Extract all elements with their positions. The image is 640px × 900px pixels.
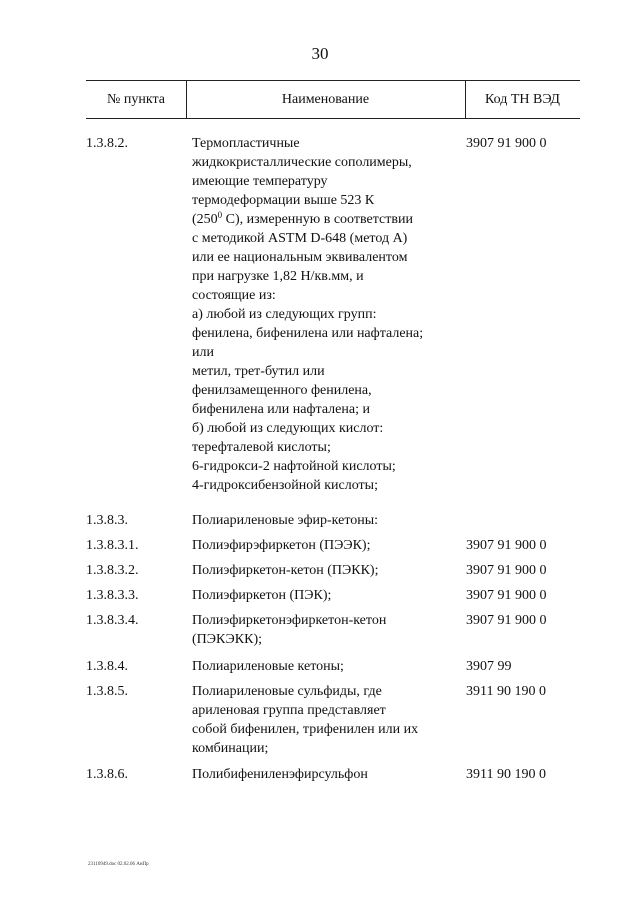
- item-number: 1.3.8.3.: [86, 513, 128, 528]
- item-name-line: при нагрузке 1,82 Н/кв.мм, и: [192, 269, 364, 284]
- item-name-line: собой бифенилен, трифенилен или их: [192, 722, 419, 737]
- item-code: 3907 91 900 0: [466, 588, 547, 603]
- item-name-line: ариленовая группа представляет: [192, 703, 386, 718]
- degree-superscript: 0: [217, 210, 223, 220]
- item-name-line: (ПЭКЭКК);: [192, 632, 262, 647]
- item-number: 1.3.8.4.: [86, 659, 128, 674]
- table-row: [0, 657, 640, 682]
- table-body: [0, 134, 640, 790]
- item-name: [192, 134, 465, 495]
- item-name-line: Полиэфирэфиркетон (ПЭЭК);: [192, 538, 371, 553]
- item-number: 1.3.8.5.: [86, 684, 128, 699]
- table-row: [0, 611, 640, 657]
- item-name: [192, 536, 465, 555]
- item-code: 3907 91 900 0: [466, 136, 547, 151]
- item-name: [192, 657, 465, 676]
- table-row: [0, 536, 640, 561]
- item-code: 3911 90 190 0: [466, 767, 546, 782]
- header-code: Код ТН ВЭД: [485, 92, 560, 107]
- item-name-line: с методикой ASTM D-648 (метод А): [192, 231, 408, 246]
- item-name-line: жидкокристаллические сополимеры,: [192, 155, 412, 170]
- page-number: 30: [311, 44, 329, 63]
- item-name-line: Полиариленовые кетоны;: [192, 659, 344, 674]
- item-name: [192, 586, 465, 605]
- measurement-text: С), измеренную в соответствии: [222, 212, 413, 227]
- item-name: [192, 765, 465, 784]
- item-name-line: или ее национальным эквивалентом: [192, 250, 408, 265]
- item-name: [192, 561, 465, 580]
- item-name-line: 4-гидроксибензойной кислоты;: [192, 478, 378, 493]
- item-code: 3907 91 900 0: [466, 613, 547, 628]
- item-name-line: бифенилена или нафталена; и: [192, 402, 370, 417]
- item-name-line: Полиариленовые сульфиды, где: [192, 684, 382, 699]
- header-number: № пункта: [107, 92, 165, 107]
- footer-file-note: 23110949.doc 02.02.06 АнПр: [88, 862, 149, 867]
- item-number: 1.3.8.3.2.: [86, 563, 139, 578]
- item-name-line: а) любой из следующих групп:: [192, 307, 377, 322]
- item-code: 3907 91 900 0: [466, 538, 547, 553]
- item-number: 1.3.8.3.1.: [86, 538, 139, 553]
- table-row: [0, 682, 640, 765]
- table-row: [0, 134, 640, 511]
- item-name-line: Полибифениленэфирсульфон: [192, 767, 368, 782]
- item-name-line: Термопластичные: [192, 136, 300, 151]
- item-name-line: б) любой из следующих кислот:: [192, 421, 384, 436]
- item-number: 1.3.8.2.: [86, 136, 128, 151]
- item-name: [192, 511, 465, 530]
- item-number: 1.3.8.3.3.: [86, 588, 139, 603]
- table-row: [0, 765, 640, 790]
- item-name-line: или: [192, 345, 214, 360]
- item-number: 1.3.8.3.4.: [86, 613, 139, 628]
- item-name-line: Полиэфиркетон (ПЭК);: [192, 588, 332, 603]
- item-name-line: 6-гидрокси-2 нафтойной кислоты;: [192, 459, 396, 474]
- item-name-line: Полиэфиркетон-кетон (ПЭКК);: [192, 563, 379, 578]
- item-name-line: состоящие из:: [192, 288, 276, 303]
- item-name-line: фенилена, бифенилена или нафталена;: [192, 326, 424, 341]
- table-row: [0, 586, 640, 611]
- item-name-line: фенилзамещенного фенилена,: [192, 383, 372, 398]
- item-name-line: имеющие температуру: [192, 174, 328, 189]
- item-name-line: комбинации;: [192, 741, 269, 756]
- item-code: 3911 90 190 0: [466, 684, 546, 699]
- item-number: 1.3.8.6.: [86, 767, 128, 782]
- item-name: [192, 682, 465, 758]
- item-name-line: Полиариленовые эфир-кетоны:: [192, 513, 379, 528]
- item-name: [192, 611, 465, 649]
- item-name-line: [192, 210, 465, 229]
- item-code: 3907 91 900 0: [466, 563, 547, 578]
- item-code: 3907 99: [466, 659, 512, 674]
- header-name: Наименование: [281, 92, 370, 107]
- item-name-line: метил, трет-бутил или: [192, 364, 325, 379]
- table-header-bottom-rule: [86, 118, 580, 119]
- item-name-line: термодеформации выше 523 К: [192, 193, 375, 208]
- item-name-line: Полиэфиркетонэфиркетон-кетон: [192, 613, 387, 628]
- item-name-line: терефталевой кислоты;: [192, 440, 331, 455]
- temperature-value: (250: [192, 212, 218, 227]
- table-row: [0, 511, 640, 536]
- table-row: [0, 561, 640, 586]
